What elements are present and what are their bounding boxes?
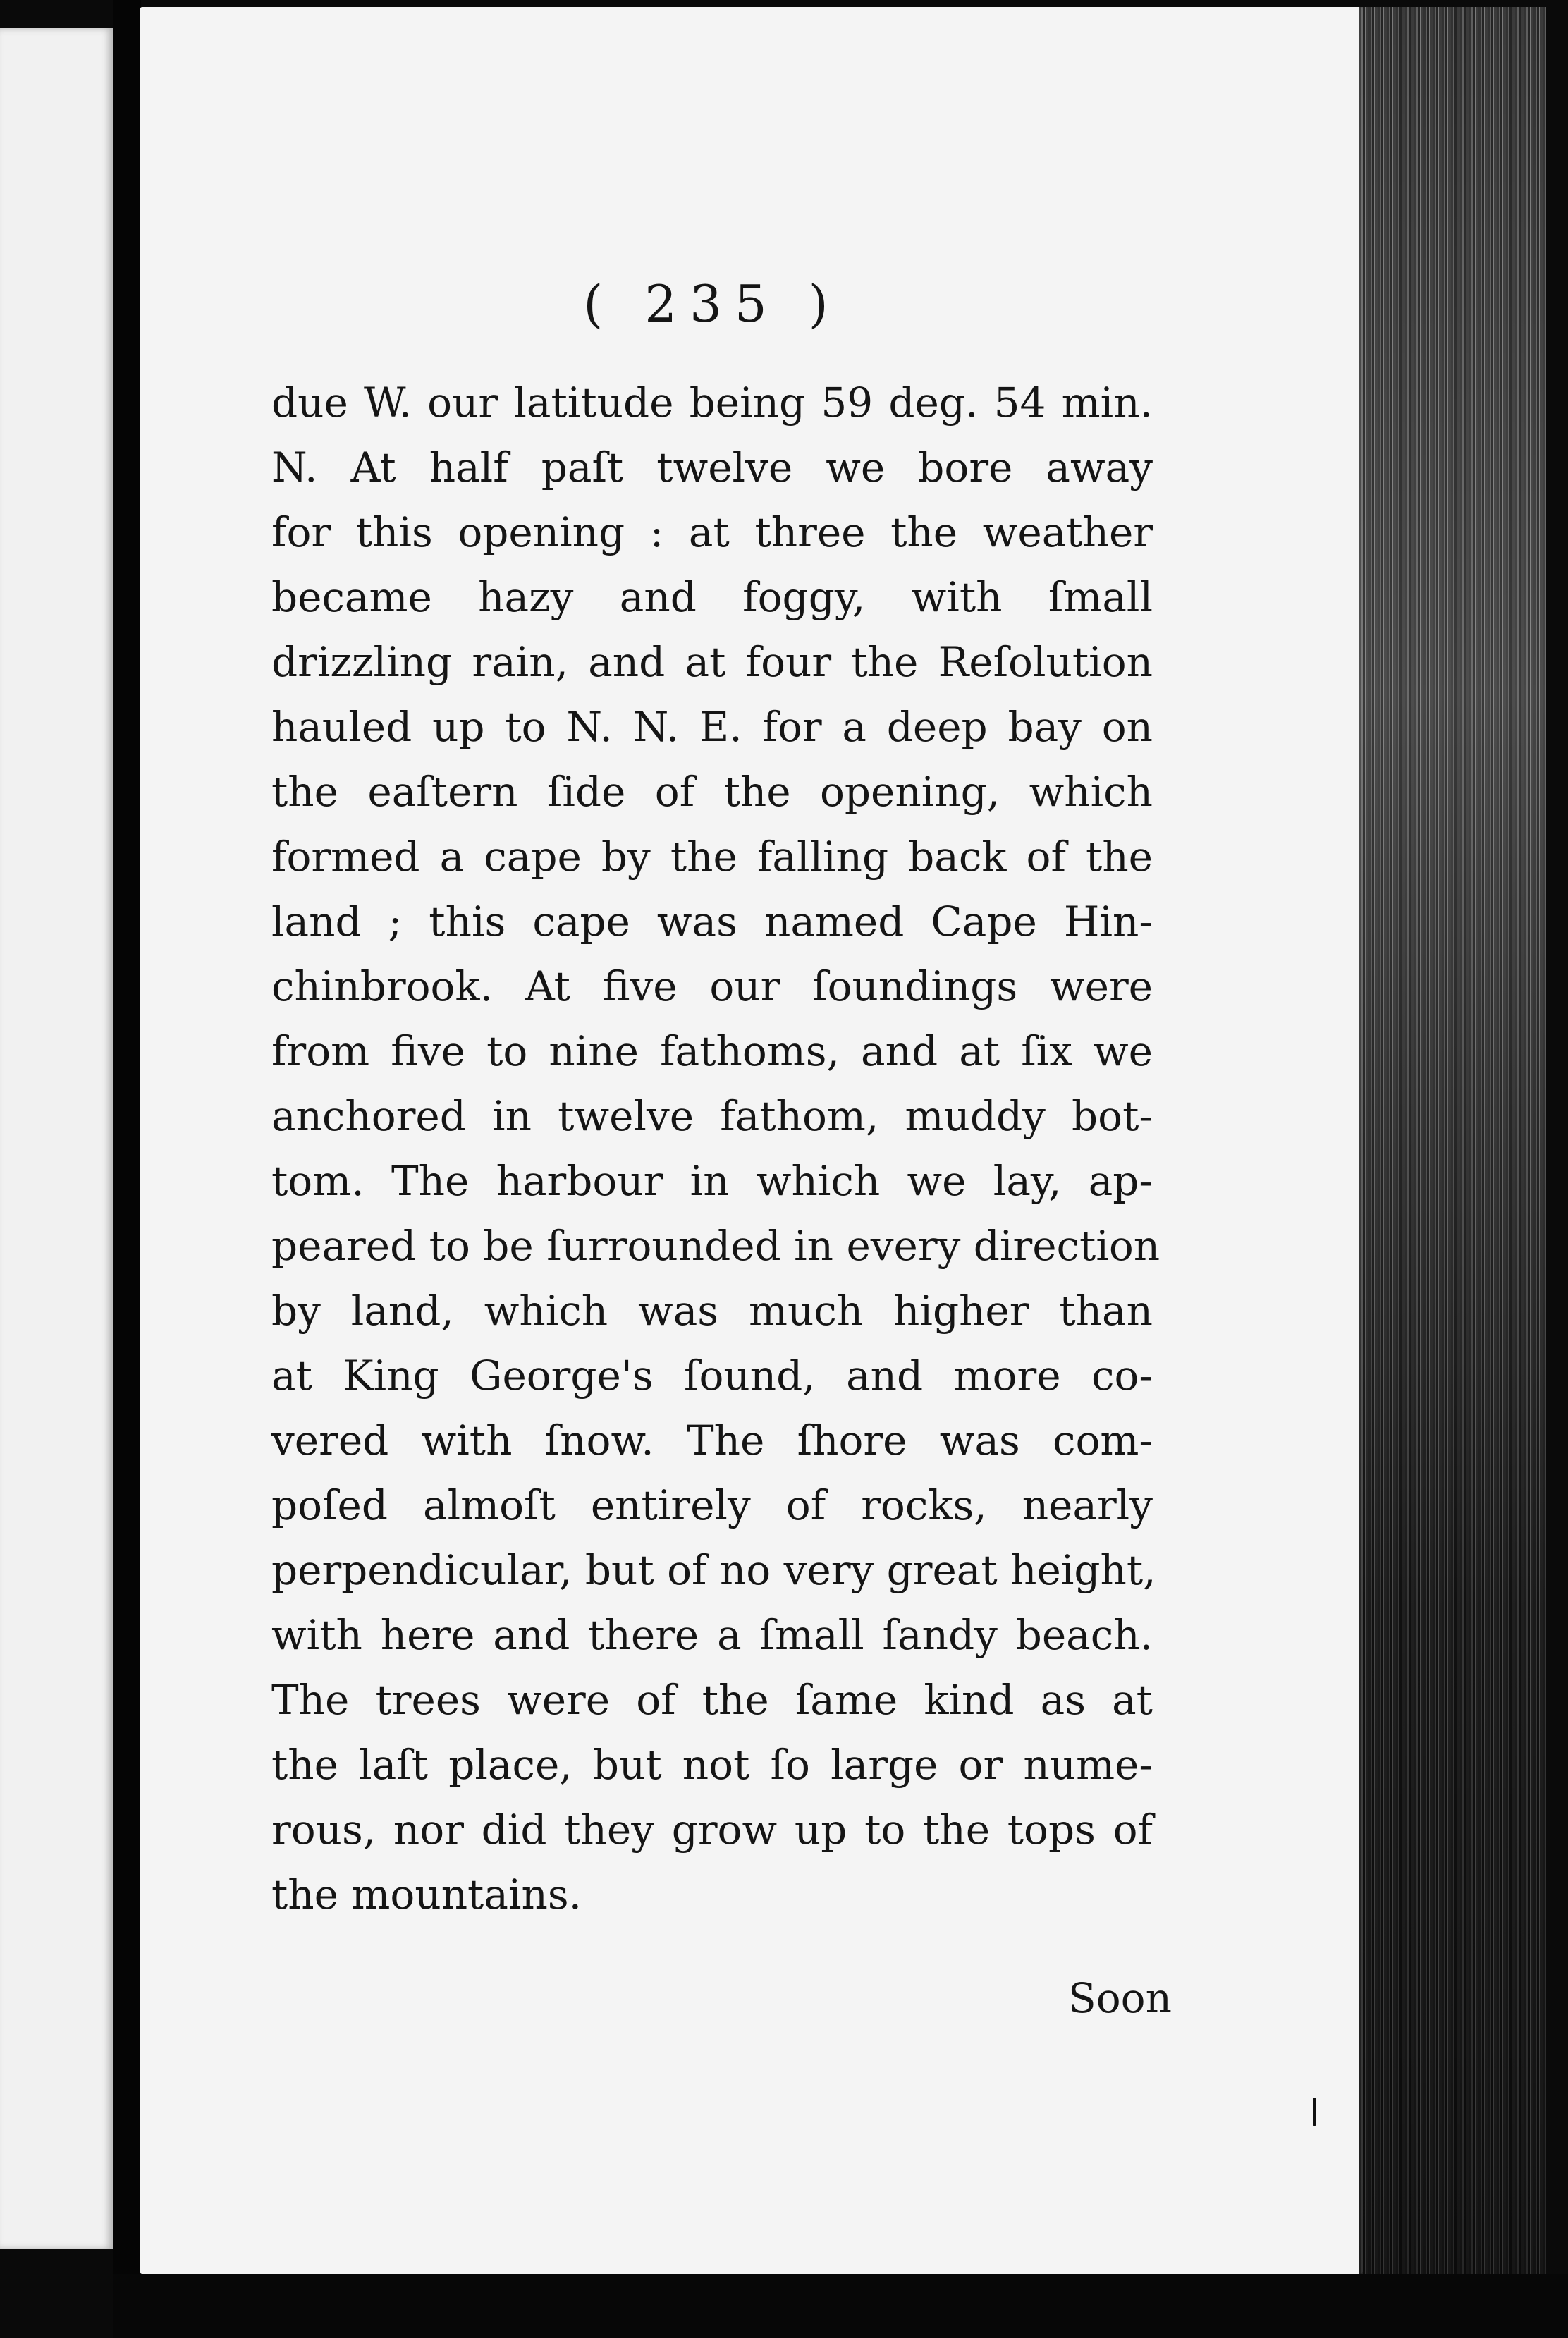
text-line: perpendicular, but of no very great height, (271, 1546, 1156, 1594)
bottom-shadow (113, 2274, 1568, 2338)
facing-page-edge (0, 28, 113, 2249)
text-line: anchored in twelve fathom, muddy bot- (271, 1092, 1153, 1140)
text-line: the mountains. (271, 1871, 582, 1918)
text-line: at King George's ſound, and more co- (271, 1352, 1153, 1400)
text-line: vered with ſnow. The ſhore was com- (271, 1416, 1153, 1464)
text-line: chinbrook. At five our ſoundings were (271, 962, 1153, 1010)
text-line: tom. The harbour in which we lay, ap- (271, 1157, 1153, 1205)
page-number: ( 235 ) (583, 274, 841, 333)
text-line: the eaſtern ſide of the opening, which (271, 768, 1153, 816)
text-line: poſed almoſt entirely of rocks, nearly (271, 1481, 1153, 1529)
text-line: rous, nor did they grow up to the tops of (271, 1806, 1153, 1854)
text-line: formed a cape by the falling back of the (271, 833, 1153, 881)
text-line: land ; this cape was named Cape Hin- (271, 898, 1153, 945)
catchword: Soon (1068, 1974, 1172, 2022)
text-line: became hazy and foggy, with ſmall (271, 573, 1153, 621)
text-line: with here and there a ſmall ſandy beach. (271, 1611, 1153, 1659)
text-line: The trees were of the ſame kind as at (271, 1676, 1153, 1724)
text-line: from five to nine fathoms, and at ſix we (271, 1027, 1153, 1075)
book-gutter (113, 0, 141, 2338)
text-line: the laſt place, but not ſo large or nume- (271, 1741, 1153, 1789)
text-line: hauled up to N. N. E. for a deep bay on (271, 703, 1153, 751)
text-line: peared to be ſurrounded in every direction (271, 1222, 1160, 1270)
text-line: drizzling rain, and at four the Reſolution (271, 638, 1153, 686)
body-text (271, 370, 1160, 1927)
text-line: due W. our latitude being 59 deg. 54 min. (271, 379, 1153, 427)
page-edges (1359, 7, 1546, 2291)
text-line: by land, which was much higher than (271, 1287, 1153, 1335)
text-line: for this opening : at three the weather (271, 508, 1153, 556)
ink-speck (1313, 2098, 1316, 2126)
text-line: N. At half paſt twelve we bore away (271, 443, 1153, 491)
